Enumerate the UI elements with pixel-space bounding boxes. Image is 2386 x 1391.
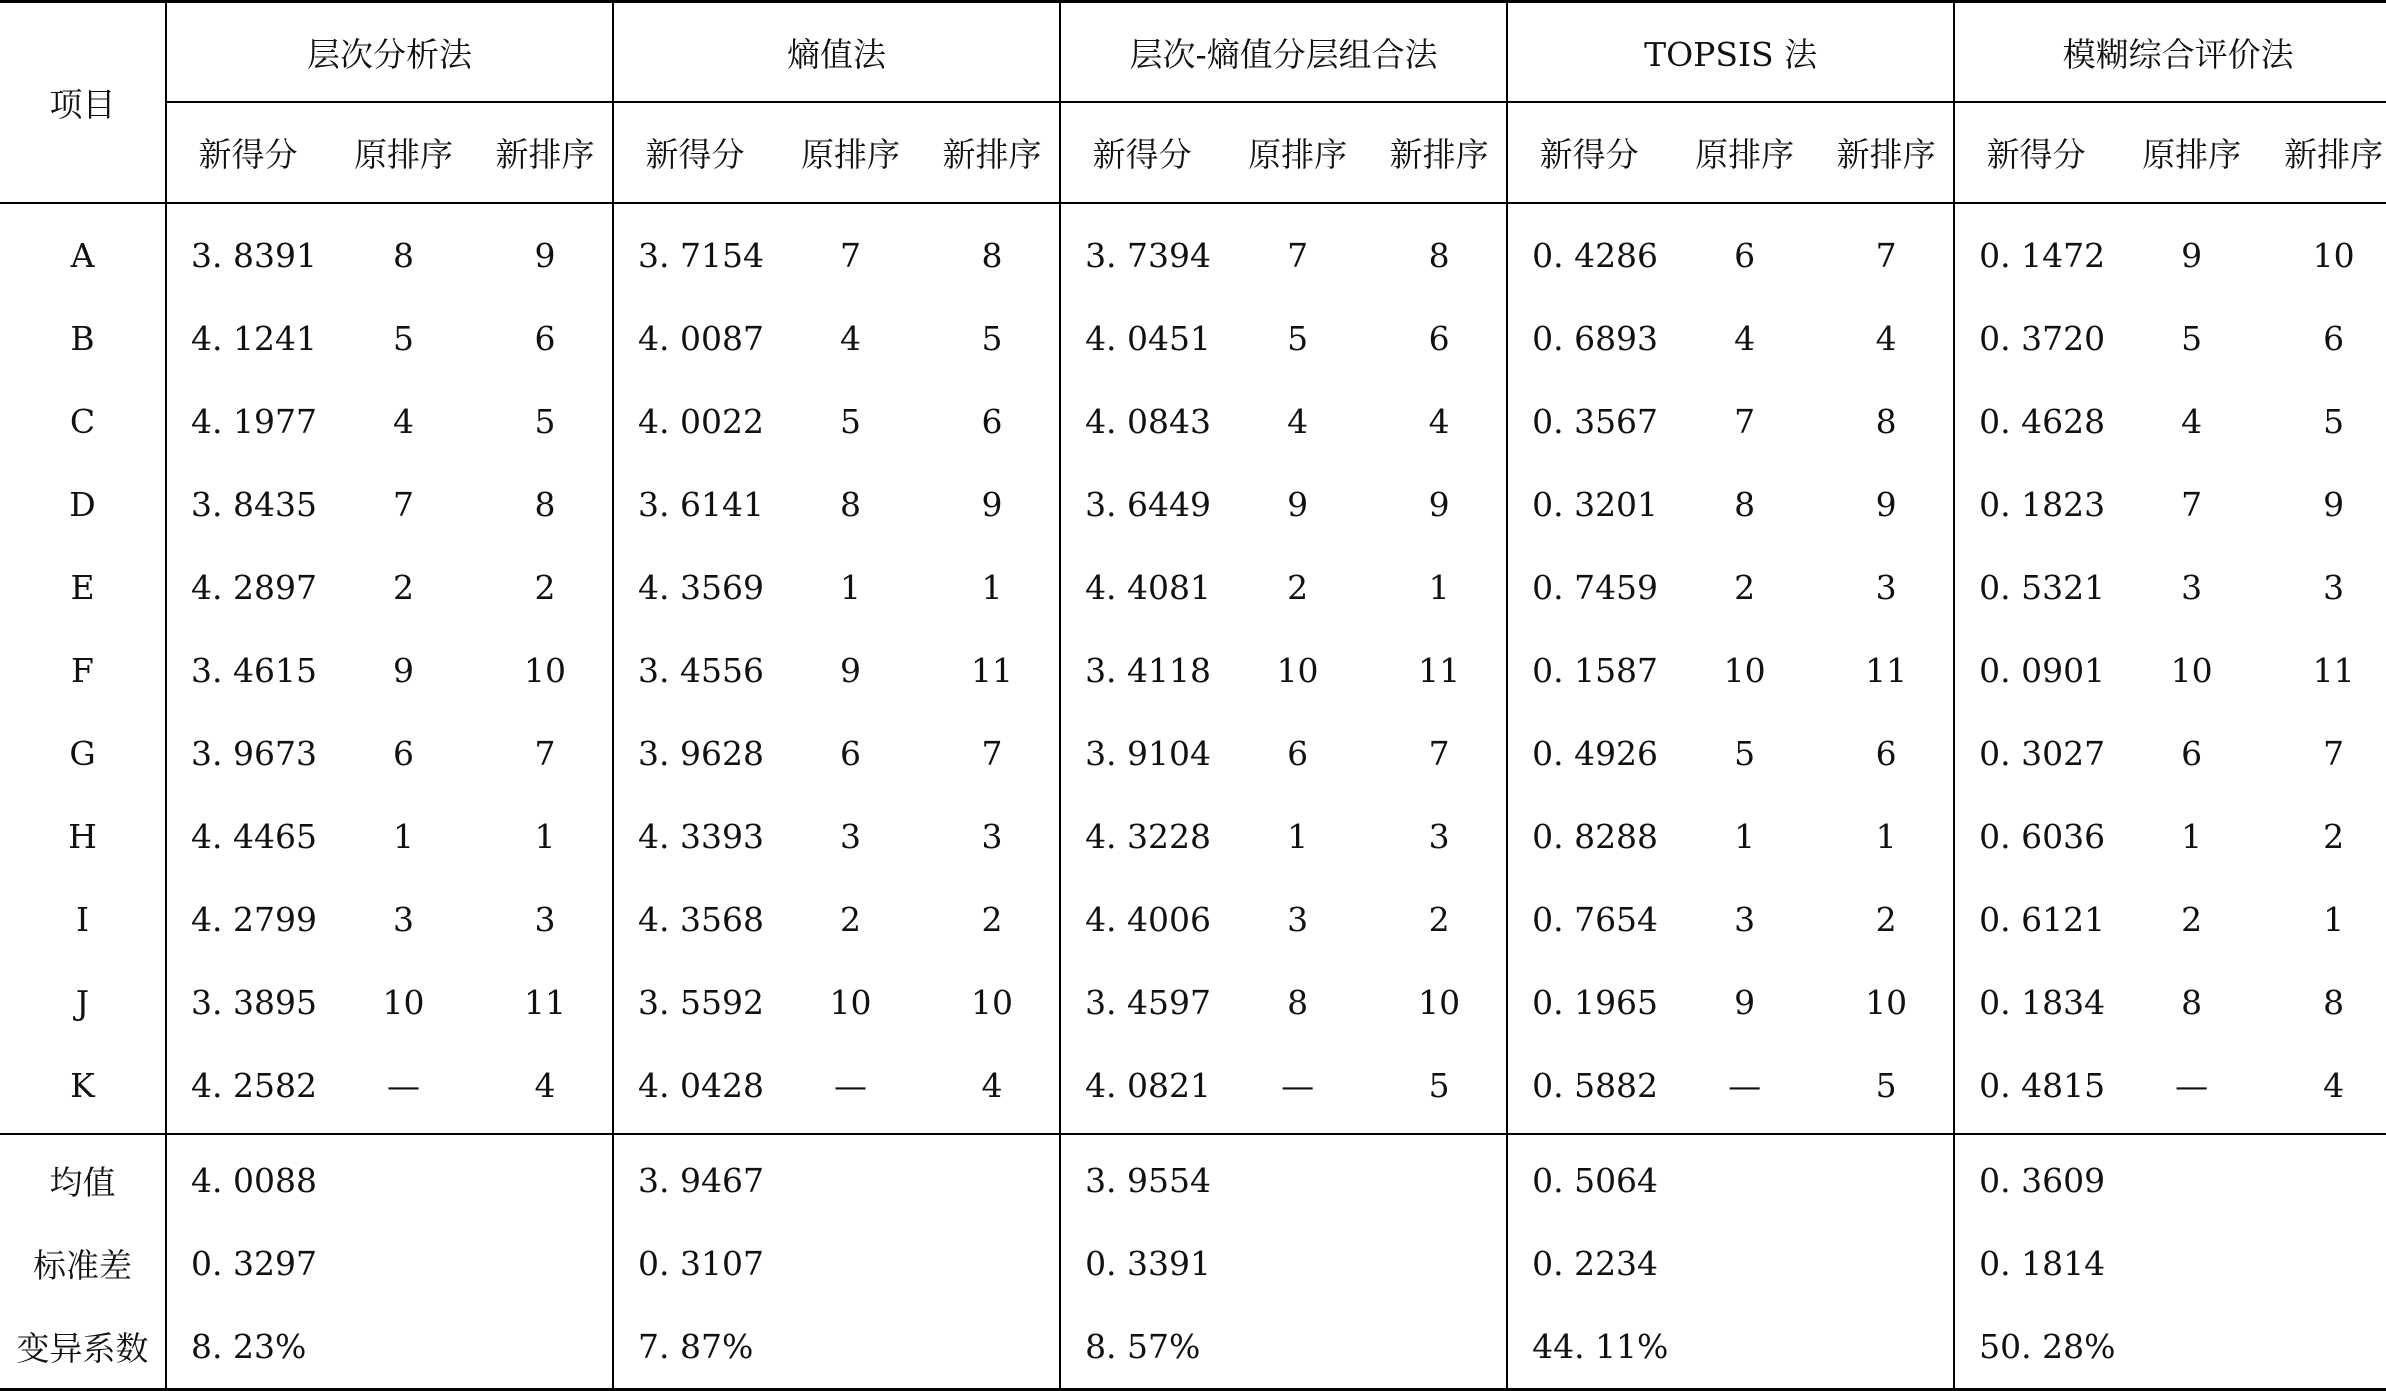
score-cell: 3. 4615 [166,629,329,712]
table-row [0,463,2386,546]
orig-rank-cell: 6 [393,734,414,773]
sub-header-score: 新得分 [1060,102,1223,203]
stats-value: 4. 0088 [166,1134,613,1222]
orig-rank-cell: 1 [1734,817,1756,856]
score-cell: 4. 0022 [613,380,776,463]
score-cell: 0. 3201 [1507,463,1670,546]
new-rank-cell: 7 [2323,734,2345,773]
table-row [0,795,2386,878]
orig-rank-cell: 3 [393,900,414,939]
stats-value: 0. 2234 [1507,1222,1954,1305]
new-rank-cell: 7 [981,734,1003,773]
new-rank-cell: 4 [2323,1066,2345,1105]
orig-rank-cell: 2 [1734,568,1756,607]
method-header-topsis: TOPSIS 法 [1507,2,1954,103]
new-rank-cell: 5 [2323,402,2345,441]
score-cell: 0. 5321 [1954,546,2117,629]
orig-rank-cell: — [1728,1066,1762,1105]
orig-rank-cell: 5 [2181,319,2203,358]
new-rank-cell: 7 [1875,236,1897,275]
score-cell: 0. 6036 [1954,795,2117,878]
stats-value: 3. 9554 [1060,1134,1507,1222]
orig-rank-cell: 3 [1287,900,1309,939]
score-cell: 3. 4597 [1060,961,1223,1044]
table-body [0,203,2386,1134]
new-rank-cell: 5 [534,402,556,441]
score-cell: 4. 1977 [166,380,329,463]
score-cell: 0. 1823 [1954,463,2117,546]
orig-rank-cell: — [1281,1066,1315,1105]
new-rank-cell: 6 [1875,734,1897,773]
orig-rank-cell: 2 [1287,568,1309,607]
stats-value: 3. 9467 [613,1134,1060,1222]
orig-rank-cell: 4 [1734,319,1756,358]
stats-value: 0. 3107 [613,1222,1060,1305]
score-cell: 3. 7394 [1060,203,1223,297]
score-cell: 4. 2799 [166,878,329,961]
new-rank-cell: 10 [971,983,1014,1022]
orig-rank-cell: 6 [2181,734,2203,773]
table-header [0,2,2386,204]
score-cell: 3. 9628 [613,712,776,795]
new-rank-cell: 3 [1428,817,1450,856]
new-rank-cell: 1 [1428,568,1450,607]
score-cell: 4. 0428 [613,1044,776,1134]
score-cell: 0. 4815 [1954,1044,2117,1134]
sub-header-orig-rank: 原排序 [1670,102,1819,203]
new-rank-cell: 9 [534,236,556,275]
new-rank-cell: 6 [1428,319,1450,358]
sub-header-orig-rank: 原排序 [329,102,478,203]
orig-rank-cell: 10 [1723,651,1766,690]
orig-rank-cell: 7 [840,236,862,275]
score-cell: 4. 0087 [613,297,776,380]
score-cell: 0. 3720 [1954,297,2117,380]
stats-row [0,1305,2386,1390]
new-rank-cell: 3 [534,900,556,939]
new-rank-cell: 1 [981,568,1003,607]
new-rank-cell: 4 [534,1066,556,1105]
orig-rank-cell: 8 [1287,983,1309,1022]
row-label: D [69,485,96,524]
sub-header-new-rank: 新排序 [1372,102,1507,203]
orig-rank-cell: 5 [393,319,414,358]
table-row [0,203,2386,297]
orig-rank-cell: 7 [1734,402,1756,441]
new-rank-cell: 9 [1428,485,1450,524]
orig-rank-cell: 2 [393,568,414,607]
orig-rank-cell: 5 [1734,734,1756,773]
table-row [0,1044,2386,1134]
score-cell: 3. 6449 [1060,463,1223,546]
new-rank-cell: 2 [534,568,556,607]
new-rank-cell: 11 [2312,651,2355,690]
score-cell: 4. 3568 [613,878,776,961]
new-rank-cell: 8 [1875,402,1897,441]
orig-rank-cell: 1 [840,568,862,607]
sub-header-orig-rank: 原排序 [776,102,925,203]
new-rank-cell: 5 [981,319,1003,358]
orig-rank-cell: 7 [393,485,414,524]
new-rank-cell: 10 [2312,236,2355,275]
new-rank-cell: 5 [1428,1066,1450,1105]
new-rank-cell: 9 [2323,485,2345,524]
orig-rank-cell: 10 [2170,651,2213,690]
stats-value: 8. 23% [166,1305,613,1390]
new-rank-cell: 10 [524,651,567,690]
sub-header-score: 新得分 [166,102,329,203]
orig-rank-cell: 6 [1287,734,1309,773]
new-rank-cell: 1 [2323,900,2345,939]
score-cell: 4. 3228 [1060,795,1223,878]
score-cell: 0. 4628 [1954,380,2117,463]
table-row [0,878,2386,961]
orig-rank-cell: 1 [2181,817,2203,856]
new-rank-cell: 5 [1875,1066,1897,1105]
orig-rank-cell: 8 [1734,485,1756,524]
new-rank-cell: 6 [534,319,556,358]
score-cell: 0. 6121 [1954,878,2117,961]
new-rank-cell: 8 [2323,983,2345,1022]
table-row [0,297,2386,380]
score-cell: 3. 8435 [166,463,329,546]
new-rank-cell: 7 [534,734,556,773]
new-rank-cell: 1 [534,817,556,856]
new-rank-cell: 11 [971,651,1014,690]
new-rank-cell: 9 [1875,485,1897,524]
stats-value: 0. 5064 [1507,1134,1954,1222]
sub-header-new-rank: 新排序 [1819,102,1954,203]
orig-rank-cell: 2 [2181,900,2203,939]
new-rank-cell: 6 [981,402,1003,441]
orig-rank-cell: 10 [1276,651,1319,690]
item-column-header: 项目 [0,2,166,204]
score-cell: 4. 0451 [1060,297,1223,380]
score-cell: 3. 5592 [613,961,776,1044]
row-label: C [69,402,96,441]
orig-rank-cell: 3 [840,817,862,856]
header-row-methods [0,2,2386,103]
table-stats [0,1134,2386,1390]
new-rank-cell: 11 [1865,651,1908,690]
score-cell: 4. 0821 [1060,1044,1223,1134]
method-header-entropy: 熵值法 [613,2,1060,103]
orig-rank-cell: 6 [840,734,862,773]
orig-rank-cell: 4 [2181,402,2203,441]
orig-rank-cell: 8 [2181,983,2203,1022]
orig-rank-cell: 9 [1287,485,1309,524]
new-rank-cell: 4 [981,1066,1003,1105]
table-row [0,629,2386,712]
row-label: G [69,734,96,773]
stats-label: 均值 [0,1134,166,1222]
stats-value: 0. 3391 [1060,1222,1507,1305]
score-cell: 4. 0843 [1060,380,1223,463]
stats-value: 8. 57% [1060,1305,1507,1390]
score-cell: 3. 3895 [166,961,329,1044]
stats-value: 50. 28% [1954,1305,2386,1390]
new-rank-cell: 8 [981,236,1003,275]
score-cell: 3. 8391 [166,203,329,297]
row-label: F [71,651,94,690]
new-rank-cell: 11 [524,983,567,1022]
new-rank-cell: 4 [1428,402,1450,441]
orig-rank-cell: 10 [382,983,425,1022]
orig-rank-cell: 5 [840,402,862,441]
score-cell: 3. 4556 [613,629,776,712]
orig-rank-cell: 5 [1287,319,1309,358]
orig-rank-cell: 7 [2181,485,2203,524]
score-cell: 0. 1965 [1507,961,1670,1044]
orig-rank-cell: 1 [393,817,414,856]
score-cell: 4. 2582 [166,1044,329,1134]
new-rank-cell: 2 [981,900,1003,939]
score-cell: 4. 4465 [166,795,329,878]
method-header-fuzzy: 模糊综合评价法 [1954,2,2386,103]
score-cell: 4. 3393 [613,795,776,878]
new-rank-cell: 3 [1875,568,1897,607]
new-rank-cell: 3 [2323,568,2345,607]
stats-value: 0. 1814 [1954,1222,2386,1305]
method-header-ahp: 层次分析法 [166,2,613,103]
new-rank-cell: 10 [1865,983,1908,1022]
new-rank-cell: 4 [1875,319,1897,358]
sub-header-score: 新得分 [1954,102,2117,203]
sub-header-score: 新得分 [613,102,776,203]
new-rank-cell: 8 [534,485,556,524]
stats-value: 0. 3297 [166,1222,613,1305]
sub-header-score: 新得分 [1507,102,1670,203]
new-rank-cell: 1 [1875,817,1897,856]
new-rank-cell: 2 [2323,817,2345,856]
score-cell: 3. 4118 [1060,629,1223,712]
score-cell: 4. 4006 [1060,878,1223,961]
score-cell: 4. 4081 [1060,546,1223,629]
row-label: H [68,817,97,856]
sub-header-new-rank: 新排序 [2266,102,2386,203]
score-cell: 0. 8288 [1507,795,1670,878]
row-label: K [70,1066,95,1105]
stats-value: 7. 87% [613,1305,1060,1390]
stats-row [0,1134,2386,1222]
score-cell: 4. 1241 [166,297,329,380]
stats-label: 变异系数 [0,1305,166,1390]
orig-rank-cell: 9 [1734,983,1756,1022]
score-cell: 0. 1587 [1507,629,1670,712]
score-cell: 0. 7459 [1507,546,1670,629]
stats-value: 0. 3609 [1954,1134,2386,1222]
sub-header-new-rank: 新排序 [925,102,1060,203]
orig-rank-cell: 9 [393,651,414,690]
orig-rank-cell: 4 [393,402,414,441]
score-cell: 0. 1834 [1954,961,2117,1044]
new-rank-cell: 2 [1875,900,1897,939]
orig-rank-cell: 8 [393,236,414,275]
row-label: A [70,236,95,275]
new-rank-cell: 7 [1428,734,1450,773]
row-label: B [70,319,95,358]
orig-rank-cell: 4 [840,319,862,358]
orig-rank-cell: 9 [840,651,862,690]
score-cell: 3. 6141 [613,463,776,546]
orig-rank-cell: — [834,1066,868,1105]
row-label: J [75,983,90,1022]
method-header-combined: 层次-熵值分层组合法 [1060,2,1507,103]
score-cell: 0. 5882 [1507,1044,1670,1134]
new-rank-cell: 2 [1428,900,1450,939]
table-row [0,546,2386,629]
score-cell: 0. 6893 [1507,297,1670,380]
row-label: E [70,568,95,607]
sub-header-new-rank: 新排序 [478,102,613,203]
orig-rank-cell: — [2175,1066,2209,1105]
orig-rank-cell: 10 [829,983,872,1022]
score-cell: 0. 3567 [1507,380,1670,463]
orig-rank-cell: 6 [1734,236,1756,275]
score-cell: 3. 7154 [613,203,776,297]
score-cell: 0. 1472 [1954,203,2117,297]
orig-rank-cell: 7 [1287,236,1309,275]
score-cell: 0. 3027 [1954,712,2117,795]
score-cell: 4. 3569 [613,546,776,629]
stats-value: 44. 11% [1507,1305,1954,1390]
stats-label: 标准差 [33,1246,132,1285]
new-rank-cell: 11 [1418,651,1461,690]
orig-rank-cell: — [387,1066,420,1105]
orig-rank-cell: 4 [1287,402,1309,441]
score-cell: 3. 9104 [1060,712,1223,795]
table-row [0,712,2386,795]
orig-rank-cell: 2 [840,900,862,939]
new-rank-cell: 6 [2323,319,2345,358]
new-rank-cell: 8 [1428,236,1450,275]
orig-rank-cell: 9 [2181,236,2203,275]
sub-header-orig-rank: 原排序 [2117,102,2266,203]
score-cell: 0. 0901 [1954,629,2117,712]
score-cell: 4. 2897 [166,546,329,629]
score-cell: 3. 9673 [166,712,329,795]
orig-rank-cell: 1 [1287,817,1309,856]
new-rank-cell: 3 [981,817,1003,856]
stats-row [0,1222,2386,1305]
new-rank-cell: 9 [981,485,1003,524]
orig-rank-cell: 3 [2181,568,2203,607]
row-label: I [75,900,90,939]
score-cell: 0. 7654 [1507,878,1670,961]
new-rank-cell: 10 [1418,983,1461,1022]
table-row [0,961,2386,1044]
score-cell: 0. 4286 [1507,203,1670,297]
score-cell: 0. 4926 [1507,712,1670,795]
orig-rank-cell: 3 [1734,900,1756,939]
header-row-sub [0,102,2386,203]
table-row [0,380,2386,463]
orig-rank-cell: 8 [840,485,862,524]
sub-header-orig-rank: 原排序 [1223,102,1372,203]
